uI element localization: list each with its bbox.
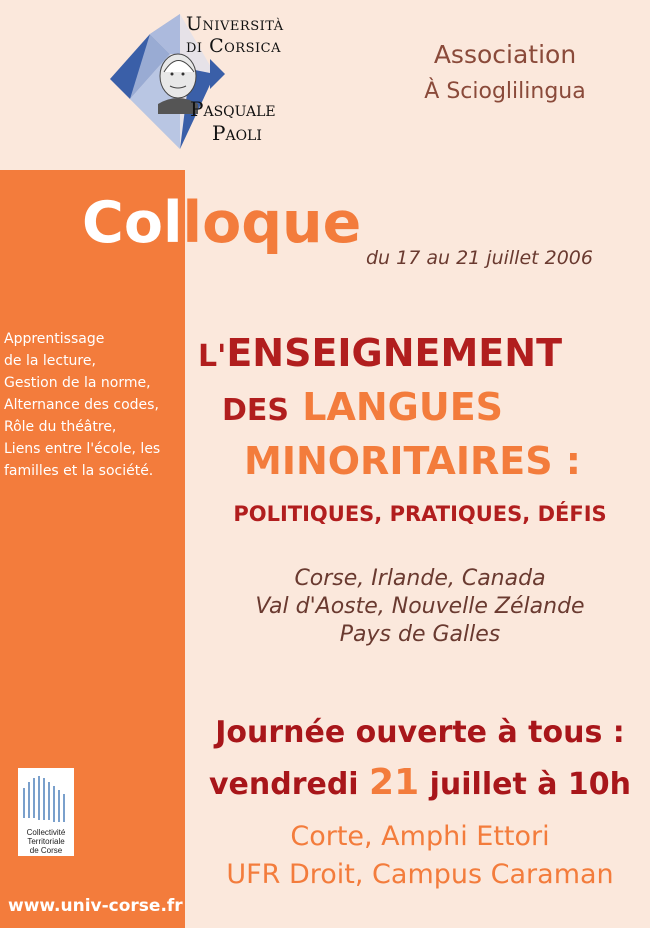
location-line: Corte, Amphi Ettori [290, 821, 550, 852]
paoli-line2: Paoli [212, 121, 262, 145]
paoli-line1: Pasquale [190, 97, 276, 121]
event-dates: du 17 au 21 juillet 2006 [366, 247, 593, 269]
title-subtitle: POLITIQUES, PRATIQUES, DÉFIS [233, 502, 607, 526]
topic-item: Rôle du théâtre, [4, 419, 117, 435]
ctc-emblem-icon [18, 768, 74, 826]
topic-item: Liens entre l'école, les [4, 441, 161, 457]
topics-list [4, 328, 184, 482]
ctc-label-line: Collectivité [26, 828, 66, 837]
topic-item: Gestion de la norme, [4, 375, 151, 391]
ctc-logo [18, 768, 74, 856]
country-line: Pays de Galles [339, 622, 501, 647]
open-day-time: juillet à 10h [429, 767, 632, 802]
university-line1: Università [186, 13, 284, 35]
topic-item: familles et la société. [4, 463, 154, 479]
countries-list [190, 565, 650, 649]
open-day-line2 [190, 758, 650, 810]
colloque-part1: Col [82, 190, 183, 256]
website-link[interactable]: www.univ-corse.fr [8, 896, 183, 916]
title-word-enseignement: ENSEIGNEMENT [226, 331, 562, 375]
topic-item: de la lecture, [4, 353, 96, 369]
association-label: Association [433, 40, 577, 69]
topic-item: Alternance des codes, [4, 397, 159, 413]
title-prefix: L' [198, 339, 227, 374]
open-day-line1: Journée ouverte à tous : [215, 715, 625, 750]
association-name: À Scioglilingua [424, 79, 586, 104]
topic-item: Apprentissage [4, 331, 105, 347]
university-name [186, 13, 284, 57]
colloque-part2: loque [182, 190, 362, 256]
country-line: Corse, Irlande, Canada [294, 566, 546, 591]
location-line: UFR Droit, Campus Caraman [226, 859, 614, 890]
main-title [188, 328, 638, 486]
colloque-heading [82, 188, 361, 258]
university-line2: di Corsica [186, 35, 281, 57]
open-day-weekday: vendredi [208, 767, 359, 802]
country-line: Val d'Aoste, Nouvelle Zélande [255, 594, 585, 619]
pasquale-paoli [190, 97, 276, 145]
open-day-block [190, 708, 650, 810]
ctc-label-line: Territoriale [27, 837, 65, 846]
title-word-langues: LANGUES [302, 385, 504, 429]
ctc-label-line: de Corse [29, 846, 63, 855]
title-word-des: DES [222, 393, 290, 428]
location-block [190, 818, 650, 894]
ctc-label [18, 828, 74, 855]
open-day-number: 21 [369, 762, 420, 803]
title-word-minoritaires: MINORITAIRES : [244, 439, 581, 483]
association-block [390, 40, 620, 104]
